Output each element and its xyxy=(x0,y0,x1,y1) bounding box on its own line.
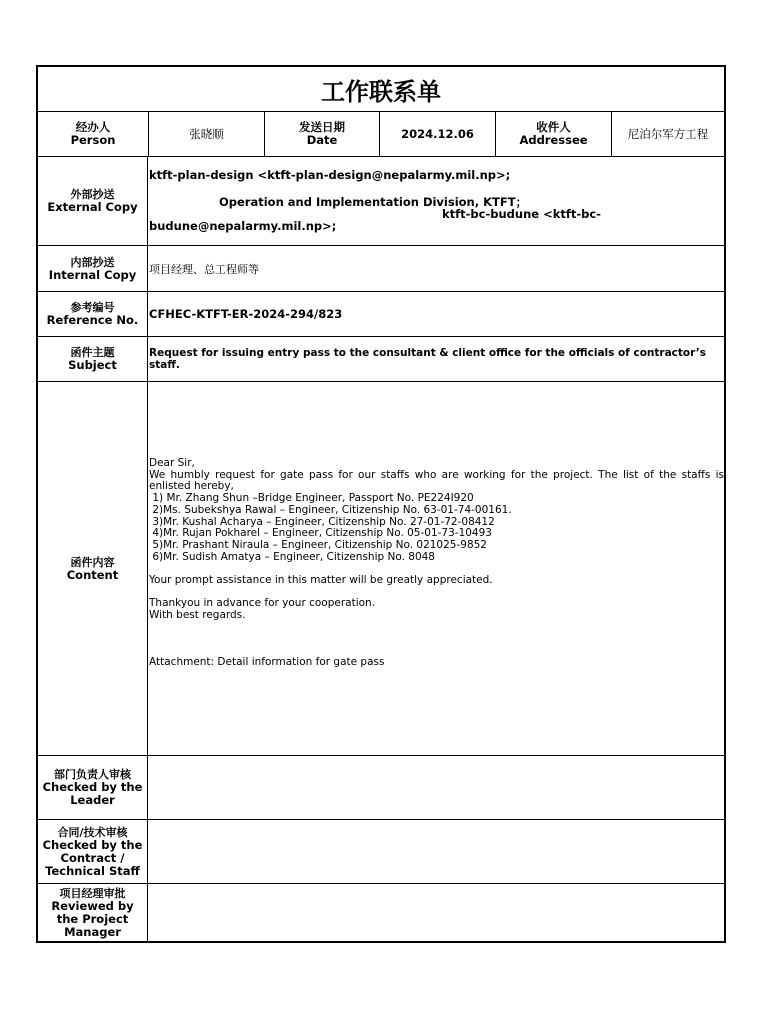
checked-leader-label-cn: 部门负责人审核 xyxy=(54,768,131,781)
checked-staff-label-cn: 合同/技术审核 xyxy=(57,825,128,839)
date-label-en: Date xyxy=(306,133,338,147)
reviewed-pm-label-cn: 项目经理审批 xyxy=(59,886,126,900)
checked-staff-label xyxy=(38,820,148,883)
staff-item: 1) Mr. Zhang Shun –Bridge Engineer, Passport No. PE224I920 xyxy=(149,492,474,505)
external-copy-line-1: ktft-plan-design <ktft-plan-design@nepalarmy.mil.np>; xyxy=(149,168,511,182)
date-label-cn: 发送日期 xyxy=(299,120,345,134)
internal-copy-label-cn: 内部抄送 xyxy=(70,255,115,269)
letter-greeting: Dear Sir, xyxy=(149,457,195,469)
external-copy-label-en: External Copy xyxy=(47,200,138,214)
staff-item: 2)Ms. Subekshya Rawal – Engineer, Citizenship No. 63-01-74-00161. xyxy=(149,503,512,516)
person-value xyxy=(149,112,265,156)
reviewed-pm-label xyxy=(38,884,148,941)
reference-label-en: Reference No. xyxy=(46,313,139,327)
checked-leader-label xyxy=(38,756,148,819)
subject-row xyxy=(38,337,724,382)
checked-leader-label-en: Checked by the Leader xyxy=(42,780,143,807)
content-label xyxy=(38,382,148,755)
person-name: 张晓顺 xyxy=(189,126,224,141)
internal-copy-value xyxy=(149,246,724,291)
person-label-cn: 经办人 xyxy=(75,120,111,134)
subject-line-2: staff. xyxy=(149,359,180,371)
staff-item: 3)Mr. Kushal Acharya – Engineer, Citizenship No. 27-01-72-08412 xyxy=(149,515,495,528)
reference-number: CFHEC-KTFT-ER-2024-294/823 xyxy=(149,307,343,321)
addressee-value xyxy=(612,112,724,156)
external-copy-line-3: ktft-bc-budune <ktft-bc- xyxy=(442,207,601,221)
date-label xyxy=(265,112,380,156)
header-row xyxy=(38,112,724,157)
addressee-label-en: Addressee xyxy=(519,133,588,147)
external-copy-row xyxy=(38,157,724,246)
external-copy-line-4: budune@nepalarmy.mil.np>; xyxy=(149,219,337,233)
person-label xyxy=(38,112,149,156)
form-title: 工作联系单 xyxy=(321,77,441,106)
subject-line-1: Request for issuing entry pass to the consultant & client office for the officials of contractor’s xyxy=(149,347,706,359)
content-label-cn: 函件内容 xyxy=(70,555,115,569)
subject-value xyxy=(149,347,724,371)
internal-copy-label xyxy=(38,246,148,291)
content-row xyxy=(38,382,724,756)
addressee-label xyxy=(496,112,612,156)
staff-item: 5)Mr. Prashant Niraula – Engineer, Citizenship No. 021025-9852 xyxy=(149,538,487,551)
reviewed-pm-label-en: Reviewed by the Project Manager xyxy=(51,898,134,939)
work-contact-form xyxy=(36,65,726,943)
reference-row xyxy=(38,292,724,337)
person-label-en: Person xyxy=(70,133,116,147)
internal-copy-text: 项目经理、总工程师等 xyxy=(149,262,259,276)
subject-label-cn: 函件主题 xyxy=(70,346,115,359)
checked-leader-row xyxy=(38,756,724,820)
checked-staff-row xyxy=(38,820,724,884)
internal-copy-label-en: Internal Copy xyxy=(48,267,137,282)
letter-closing-1: Your prompt assistance in this matter will be greatly appreciated. xyxy=(149,574,493,587)
staff-item: 6)Mr. Sudish Amatya – Engineer, Citizenship No. 8048 xyxy=(149,550,435,563)
external-copy-value xyxy=(149,157,724,245)
date-value xyxy=(380,112,496,156)
title-row xyxy=(38,67,724,112)
subject-label-en: Subject xyxy=(68,358,117,372)
addressee-label-cn: 收件人 xyxy=(536,120,571,134)
checked-staff-label-en: Checked by the Contract / Technical Staff xyxy=(42,837,143,878)
reference-label-cn: 参考编号 xyxy=(70,301,115,314)
letter-attachment: Attachment: Detail information for gate pass xyxy=(149,655,385,668)
letter-body xyxy=(149,458,724,669)
staff-item: 4)Mr. Rujan Pokharel – Engineer, Citizenship No. 05-01-73-10493 xyxy=(149,527,492,540)
reference-value xyxy=(149,292,724,336)
letter-closing-3: With best regards. xyxy=(149,609,246,622)
letter-closing-2: Thankyou in advance for your cooperation. xyxy=(149,597,376,610)
external-copy-label xyxy=(38,157,148,245)
internal-copy-row xyxy=(38,246,724,292)
content-label-en: Content xyxy=(66,567,119,582)
reviewed-pm-row xyxy=(38,884,724,941)
reference-label xyxy=(38,292,148,336)
external-copy-line-2: Operation and Implementation Division, KTFT； xyxy=(219,195,528,209)
addressee-text: 尼泊尔军方工程 xyxy=(627,126,709,141)
subject-label xyxy=(38,337,148,381)
date-text: 2024.12.06 xyxy=(401,126,474,141)
external-copy-label-cn: 外部抄送 xyxy=(70,188,115,201)
letter-intro: We humbly request for gate pass for our staffs who are working for the project. The list of the staffs is enlisted hereby, xyxy=(149,468,724,493)
